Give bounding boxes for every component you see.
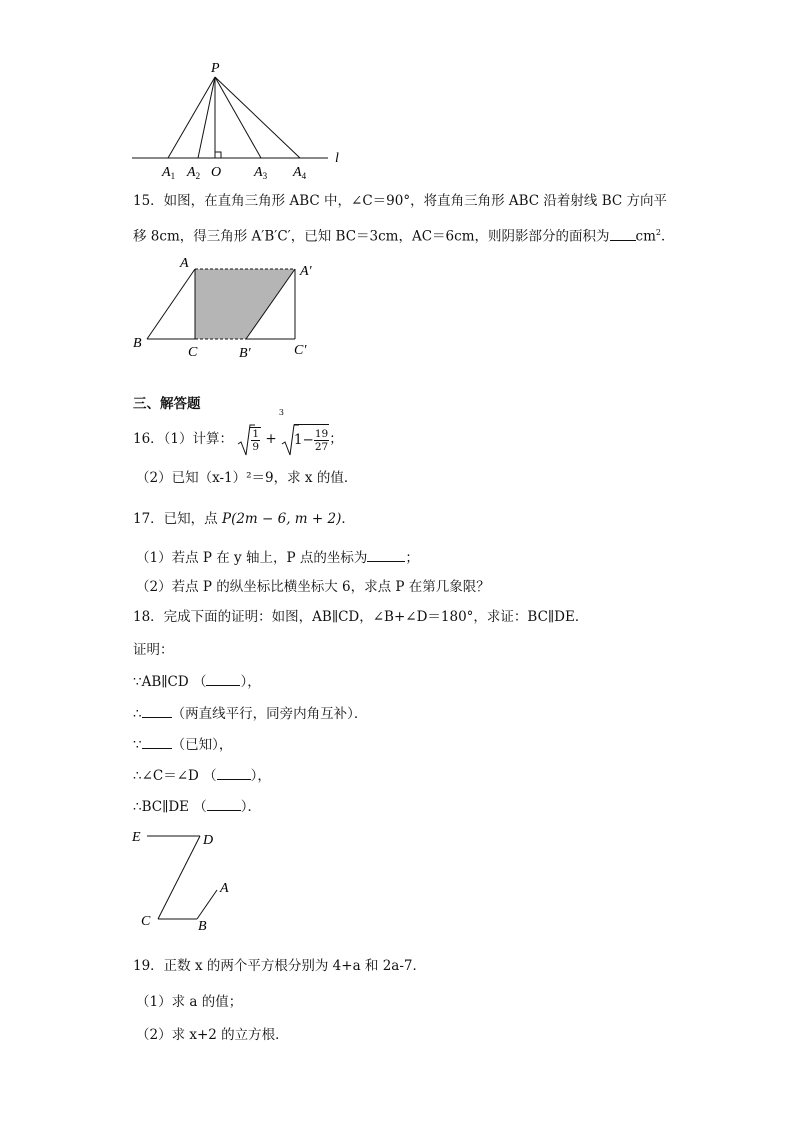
q19-stem: 19．正数 x 的两个平方根分别为 4+a 和 2a-7． <box>133 958 426 974</box>
q16-part1: 16．（1）计算： $\frac{1}{9}$ + 3 1− $\frac{19}{27}$ ； <box>133 422 343 456</box>
label-b-fig3: B <box>198 919 207 934</box>
q18-step3: ∵ （已知）， <box>133 734 232 754</box>
label-l: l <box>335 151 339 166</box>
q19-part2: （2）求 x+2 的立方根． <box>136 1027 289 1043</box>
label-p: P <box>211 61 220 76</box>
label-a-prime: A′ <box>300 264 312 279</box>
figure-point-p-lines <box>120 55 360 180</box>
label-d: D <box>203 833 214 848</box>
label-a4: $A_4$ <box>293 165 307 180</box>
q19-part1: （1）求 a 的值； <box>136 994 243 1010</box>
q17-part2: （2）若点 P 的纵坐标比横坐标大 6，求点 P 在第几象限？ <box>136 579 490 595</box>
label-a: A <box>180 256 189 271</box>
q17-stem: 17．已知，点 P(2m − 6, m + 2)． <box>133 511 355 527</box>
figure-translated-triangle <box>125 250 335 365</box>
label-e: E <box>132 830 141 845</box>
figure-z-shape <box>125 822 255 937</box>
label-a2: $A_2$ <box>187 165 201 180</box>
q17-part1: （1）若点 P 在 y 轴上，P 点的坐标为 ； <box>136 547 419 567</box>
frac1-den: 9 <box>252 440 260 453</box>
q18-stem: 18．完成下面的证明：如图，AB∥CD，∠B+∠D＝180°，求证：BC∥DE． <box>133 609 589 625</box>
label-c-fig3: C <box>141 914 151 929</box>
label-b: B <box>133 336 142 351</box>
q18-step1: ∵AB∥CD （ ）， <box>133 671 261 691</box>
label-a-fig3: A <box>220 881 229 896</box>
q15-line2: 移 8cm，得三角形 A′B′C′，已知 BC＝3cm，AC＝6cm，则阴影部分的面积为 $cm^2$． <box>133 224 674 246</box>
frac1-num: 1 <box>252 427 260 440</box>
q18-step4: ∴∠C＝∠D （ ）， <box>133 765 271 785</box>
cube-index: 3 <box>278 407 285 417</box>
section-title: 三、解答题 <box>133 396 201 412</box>
q18-step5: ∴BC∥DE （ ）． <box>133 796 261 816</box>
label-o: O <box>211 165 222 180</box>
label-b-prime: B′ <box>239 346 251 361</box>
q15-line1: 15．如图，在直角三角形 ABC 中，∠C＝90°，将直角三角形 ABC 沿着射线 BC 方向平 <box>133 193 667 209</box>
cbrt-sign <box>281 424 299 456</box>
label-c: C <box>188 345 198 360</box>
q18-proof-label: 证明： <box>133 642 174 658</box>
q18-step2: ∴ （两直线平行，同旁内角互补）． <box>133 703 367 723</box>
frac2-den: 27 <box>314 441 329 453</box>
q16-part2: （2）已知（x-1）²＝9，求 x 的值． <box>136 470 358 486</box>
label-a1: $A_1$ <box>162 165 176 180</box>
frac2-num: 19 <box>314 428 329 440</box>
label-a3: $A_3$ <box>254 165 268 180</box>
label-c-prime: C′ <box>294 343 307 358</box>
